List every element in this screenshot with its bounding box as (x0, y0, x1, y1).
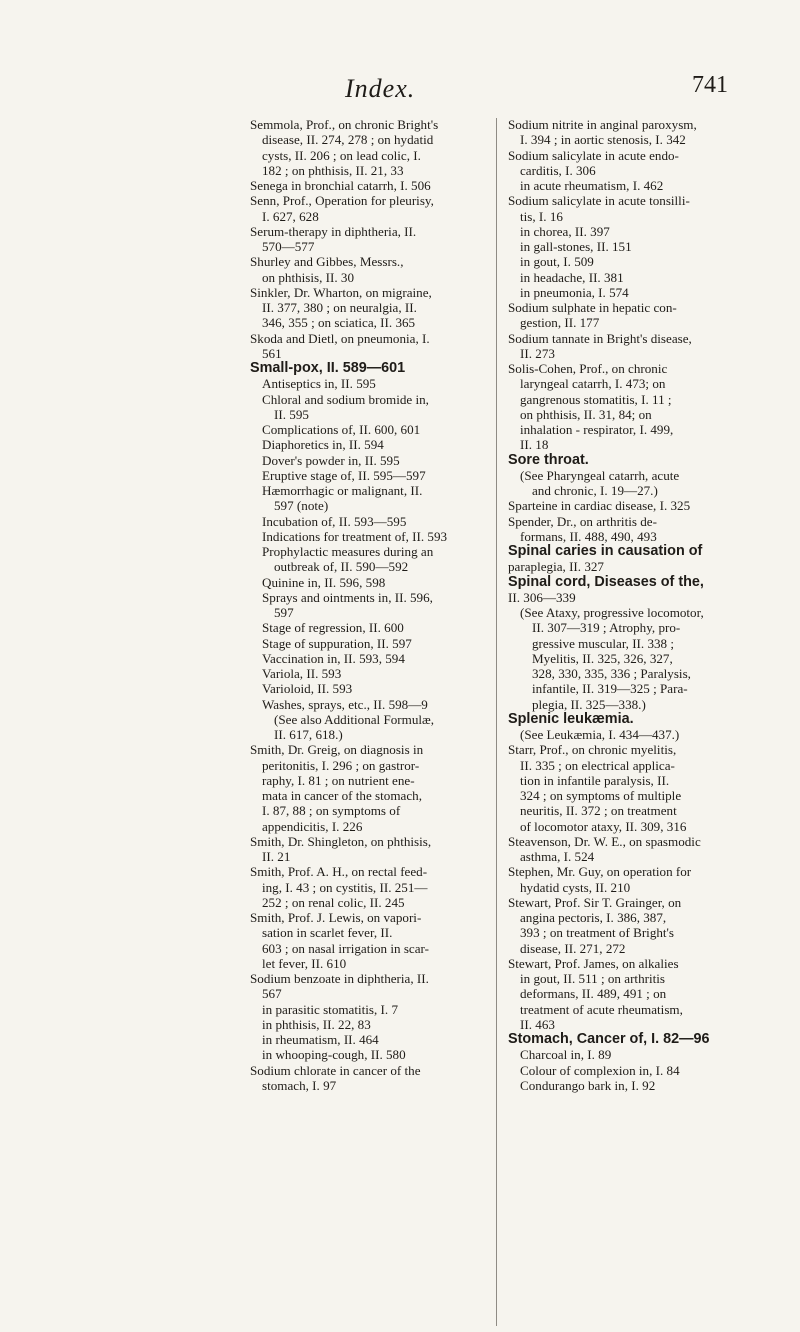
index-line: on phthisis, II. 31, 84; on (520, 406, 652, 422)
index-line: stomach, I. 97 (262, 1077, 337, 1093)
index-line: infantile, II. 319—325 ; Para- (532, 681, 688, 697)
index-subentry (250, 666, 486, 681)
index-line: Splenic leukæmia. (508, 710, 634, 727)
index-entry (508, 575, 776, 606)
index-subentry (508, 178, 776, 193)
index-entry (250, 742, 486, 834)
index-line: sation in scarlet fever, II. (262, 925, 393, 941)
index-line: Serum-therapy in diphtheria, II. (250, 223, 417, 239)
column-divider (496, 118, 497, 1326)
index-line: mata in cancer of the stomach, (262, 788, 422, 803)
index-subentry (250, 514, 486, 529)
index-line: Varioloid, II. 593 (262, 681, 353, 697)
index-entry (508, 864, 776, 895)
index-entry (508, 544, 776, 575)
index-line: Small-pox, II. 589—601 (250, 360, 406, 376)
index-entry (508, 193, 776, 224)
index-line: Condurango bark in, I. 92 (520, 1077, 656, 1093)
index-line: 346, 355 ; on sciatica, II. 365 (262, 315, 416, 331)
index-subentry (250, 544, 486, 575)
index-line: gestion, II. 177 (520, 315, 600, 331)
index-line: (See Ataxy, progressive locomotor, (520, 605, 704, 620)
index-line: 182 ; on phthisis, II. 21, 33 (262, 162, 404, 178)
index-line: Sodium salicylate in acute tonsilli- (508, 193, 690, 209)
index-subentry (250, 681, 486, 696)
index-line: Sparteine in cardiac disease, I. 325 (508, 498, 691, 514)
index-entry (250, 834, 486, 865)
index-subentry (250, 453, 486, 468)
index-line: deformans, II. 489, 491 ; on (520, 986, 667, 1002)
index-subentry (250, 376, 486, 391)
index-subentry (250, 575, 486, 590)
index-line: II. 307—319 ; Atrophy, pro- (532, 620, 681, 636)
index-line: Stephen, Mr. Guy, on operation for (508, 864, 692, 880)
index-line: treatment of acute rheumatism, (520, 1001, 683, 1017)
index-line: Quinine in, II. 596, 598 (262, 574, 386, 590)
index-line: tion in infantile paralysis, II. (520, 772, 670, 788)
index-line: Sinkler, Dr. Wharton, on migraine, (250, 284, 432, 300)
index-line: Spinal cord, Diseases of the, (508, 573, 704, 590)
index-line: 324 ; on symptoms of multiple (520, 788, 682, 803)
index-line: Smith, Dr. Greig, on diagnosis in (250, 742, 424, 758)
index-entry (250, 193, 486, 224)
index-line: disease, II. 271, 272 (520, 940, 626, 956)
index-subentry (508, 468, 776, 499)
index-line: peritonitis, I. 296 ; on gastror- (262, 757, 420, 773)
index-entry (508, 834, 776, 865)
index-subentry (250, 636, 486, 651)
index-entry (508, 300, 776, 331)
index-line: 603 ; on nasal irrigation in scar- (262, 940, 430, 956)
index-column-left (250, 117, 486, 1093)
page-header (0, 68, 800, 108)
index-line: II. 377, 380 ; on neuralgia, II. (262, 300, 417, 315)
index-line: Antiseptics in, II. 595 (262, 376, 376, 392)
index-line: cysts, II. 206 ; on lead colic, I. (262, 147, 421, 163)
index-line: Complications of, II. 600, 601 (262, 422, 421, 437)
index-line: (See Pharyngeal catarrh, acute (520, 467, 680, 483)
index-subentry (250, 1002, 486, 1017)
index-line: Prophylactic measures during an (262, 544, 434, 559)
index-line: Stage of suppuration, II. 597 (262, 635, 412, 651)
index-line: gressive muscular, II. 338 ; (532, 635, 675, 651)
index-line: formans, II. 488, 490, 493 (520, 528, 657, 544)
index-entry (508, 331, 776, 362)
index-line: Washes, sprays, etc., II. 598—9 (262, 696, 428, 712)
index-line: 597 (note) (274, 498, 329, 514)
index-line: Spender, Dr., on arthritis de- (508, 513, 657, 529)
index-entry (508, 712, 776, 727)
index-subentry (508, 1078, 776, 1093)
index-entry (250, 1063, 486, 1094)
index-column-right (508, 117, 776, 1093)
index-subentry (250, 468, 486, 483)
index-line: in headache, II. 381 (520, 269, 624, 285)
index-line: Charcoal in, I. 89 (520, 1047, 612, 1063)
index-line: Stewart, Prof. Sir T. Grainger, on (508, 894, 682, 910)
index-line: angina pectoris, I. 386, 387, (520, 910, 667, 925)
index-line: Stomach, Cancer of, I. 82—96 (508, 1031, 710, 1047)
index-entry (250, 117, 486, 178)
index-subentry (508, 285, 776, 300)
index-line: carditis, I. 306 (520, 162, 596, 178)
index-subentry (508, 254, 776, 269)
index-subentry (250, 483, 486, 514)
index-subentry (508, 270, 776, 285)
index-line: asthma, I. 524 (520, 849, 595, 864)
index-line: II. 306—339 (508, 589, 576, 605)
index-line: outbreak of, II. 590—592 (274, 559, 409, 575)
index-entry (508, 1032, 776, 1047)
index-line: appendicitis, I. 226 (262, 818, 363, 834)
index-subentry (250, 697, 486, 743)
index-line: II. 273 (520, 345, 555, 361)
index-line: Spinal caries in causation of (508, 543, 703, 559)
index-subentry (250, 392, 486, 423)
index-line: Variola, II. 593 (262, 666, 342, 681)
index-line: 597 (274, 605, 294, 620)
index-line: 561 (262, 345, 282, 361)
index-line: gangrenous stomatitis, I. 11 ; (520, 391, 672, 407)
index-line: Sprays and ointments in, II. 596, (262, 589, 433, 605)
index-line: (See Leukæmia, I. 434—437.) (520, 727, 680, 742)
index-subentry (250, 529, 486, 544)
index-subentry (250, 1032, 486, 1047)
index-line: Sodium tannate in Bright's disease, (508, 330, 692, 346)
index-line: Colour of complexion in, I. 84 (520, 1062, 680, 1078)
index-line: I. 394 ; in aortic stenosis, I. 342 (520, 132, 686, 148)
index-subentry (508, 224, 776, 239)
index-line: raphy, I. 81 ; on nutrient ene- (262, 772, 415, 788)
index-line: in gout, II. 511 ; on arthritis (520, 971, 665, 986)
index-line: II. 18 (520, 437, 549, 453)
index-line: Smith, Dr. Shingleton, on phthisis, (250, 833, 432, 849)
index-line: Eruptive stage of, II. 595—597 (262, 467, 426, 483)
index-line: Senega in bronchial catarrh, I. 506 (250, 178, 431, 193)
index-line: I. 627, 628 (262, 208, 319, 224)
index-line: Steavenson, Dr. W. E., on spasmodic (508, 833, 701, 849)
index-line: (See also Additional Formulæ, (274, 711, 435, 727)
index-line: in rheumatism, II. 464 (262, 1032, 379, 1047)
index-line: II. 595 (274, 406, 309, 422)
index-line: disease, II. 274, 278 ; on hydatid (262, 132, 434, 148)
index-line: Smith, Prof. A. H., on rectal feed- (250, 864, 428, 880)
index-line: Solis-Cohen, Prof., on chronic (508, 361, 668, 376)
index-line: Hæmorrhagic or malignant, II. (262, 483, 423, 498)
index-line: Sodium nitrite in anginal paroxysm, (508, 117, 697, 132)
index-subentry (508, 1063, 776, 1078)
index-line: Starr, Prof., on chronic myelitis, (508, 742, 677, 758)
index-line: let fever, II. 610 (262, 955, 347, 971)
index-line: in parasitic stomatitis, I. 7 (262, 1001, 399, 1017)
index-line: in gall-stones, II. 151 (520, 239, 632, 254)
index-entry (508, 361, 776, 453)
index-line: in whooping-cough, II. 580 (262, 1047, 406, 1063)
index-entry (250, 361, 486, 376)
index-subentry (508, 1047, 776, 1062)
index-entry (508, 514, 776, 545)
page-number: 741 (692, 72, 728, 98)
index-line: Indications for treatment of, II. 593 (262, 528, 448, 544)
index-line: 252 ; on renal colic, II. 245 (262, 894, 405, 910)
index-line: in phthisis, II. 22, 83 (262, 1016, 371, 1032)
index-line: Sodium benzoate in diphtheria, II. (250, 971, 429, 986)
index-entry (250, 864, 486, 910)
index-line: Myelitis, II. 325, 326, 327, (532, 650, 673, 666)
running-title: Index. (345, 74, 416, 103)
index-line: plegia, II. 325—338.) (532, 696, 646, 712)
index-line: Sodium sulphate in hepatic con- (508, 300, 677, 315)
index-line: 393 ; on treatment of Bright's (520, 925, 675, 941)
index-line: in chorea, II. 397 (520, 223, 610, 239)
index-entry (250, 254, 486, 285)
index-line: and chronic, I. 19—27.) (532, 483, 658, 498)
index-entry (508, 895, 776, 956)
index-line: Diaphoretics in, II. 594 (262, 437, 384, 453)
index-entry (250, 910, 486, 971)
index-line: Dover's powder in, II. 595 (262, 452, 400, 468)
index-entry (508, 148, 776, 179)
index-subentry (250, 422, 486, 437)
index-line: Sore throat. (508, 451, 589, 468)
index-line: tis, I. 16 (520, 208, 563, 224)
index-subentry (250, 1017, 486, 1032)
index-line: Sodium chlorate in cancer of the (250, 1062, 421, 1078)
index-entry (250, 224, 486, 255)
index-line: II. 21 (262, 849, 291, 864)
index-line: on phthisis, II. 30 (262, 269, 355, 285)
index-subentry (508, 239, 776, 254)
index-line: Chloral and sodium bromide in, (262, 391, 429, 407)
index-line: Smith, Prof. J. Lewis, on vapori- (250, 910, 422, 925)
index-entry (508, 117, 776, 148)
index-line: 567 (262, 986, 282, 1002)
index-line: laryngeal catarrh, I. 473; on (520, 376, 666, 392)
index-line: II. 463 (520, 1016, 555, 1032)
index-line: inhalation - respirator, I. 499, (520, 422, 674, 437)
index-line: Stewart, Prof. James, on alkalies (508, 955, 679, 971)
index-subentry (250, 620, 486, 635)
index-subentry (250, 437, 486, 452)
index-line: Sodium salicylate in acute endo- (508, 147, 679, 163)
index-line: Senn, Prof., Operation for pleurisy, (250, 193, 434, 209)
index-subentry (250, 590, 486, 621)
index-entry (250, 331, 486, 362)
index-subentry (250, 1047, 486, 1062)
index-line: paraplegia, II. 327 (508, 559, 604, 575)
index-line: ing, I. 43 ; on cystitis, II. 251— (262, 879, 428, 895)
index-entry (250, 971, 486, 1002)
index-line: hydatid cysts, II. 210 (520, 879, 631, 895)
index-line: Semmola, Prof., on chronic Bright's (250, 117, 439, 132)
index-line: II. 617, 618.) (274, 727, 343, 742)
index-subentry (508, 605, 776, 712)
index-line: in pneumonia, I. 574 (520, 284, 629, 300)
index-line: Skoda and Dietl, on pneumonia, I. (250, 330, 430, 346)
index-line: in gout, I. 509 (520, 254, 594, 270)
index-subentry (250, 651, 486, 666)
index-line: Vaccination in, II. 593, 594 (262, 650, 405, 666)
index-entry (508, 742, 776, 834)
index-entry (250, 285, 486, 331)
index-subentry (508, 727, 776, 742)
index-entry (508, 498, 776, 513)
index-line: in acute rheumatism, I. 462 (520, 178, 664, 193)
index-line: II. 335 ; on electrical applica- (520, 757, 675, 773)
index-entry (508, 453, 776, 468)
index-line: Stage of regression, II. 600 (262, 620, 404, 636)
index-line: neuritis, II. 372 ; on treatment (520, 803, 677, 819)
index-line: of locomotor ataxy, II. 309, 316 (520, 818, 687, 834)
index-line: Incubation of, II. 593—595 (262, 513, 407, 529)
index-line: Shurley and Gibbes, Messrs., (250, 254, 404, 270)
index-entry (250, 178, 486, 193)
index-entry (508, 956, 776, 1032)
index-line: 328, 330, 335, 336 ; Paralysis, (532, 666, 691, 681)
index-line: 570—577 (262, 239, 315, 254)
index-line: I. 87, 88 ; on symptoms of (262, 803, 401, 819)
